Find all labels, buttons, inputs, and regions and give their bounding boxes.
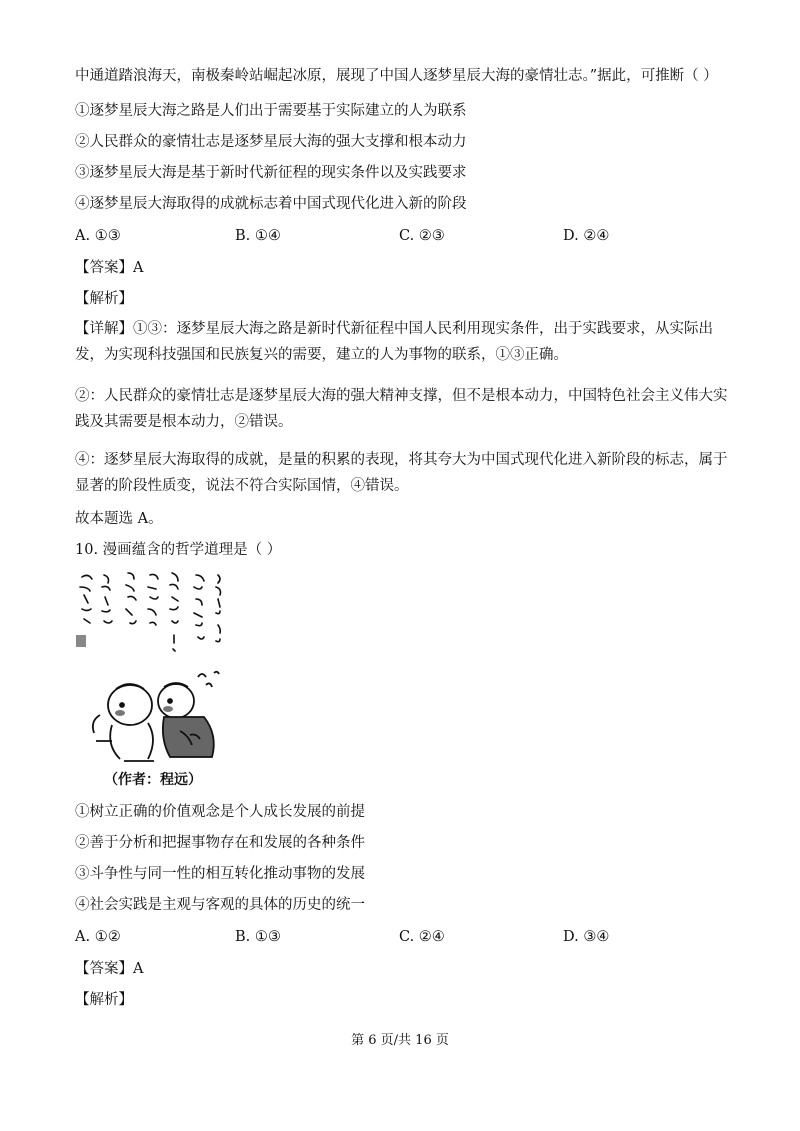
q9-answer: 【答案】A <box>75 260 144 276</box>
q10-item-1: ①树立正确的价值观念是个人成长发展的前提 <box>75 804 365 820</box>
q9-analysis-label: 【解析】 <box>75 291 133 307</box>
q10-analysis-label: 【解析】 <box>75 992 133 1008</box>
q9-detail-2: ②：人民群众的豪情壮志是逐梦星辰大海的强大精神支撑，但不是根本动力，中国特色社会主义伟大实践及其需要是根本动力，②错误。 <box>75 388 728 430</box>
q9-option-a: A. ①③ <box>75 228 121 244</box>
q9-option-b: B. ①④ <box>235 228 281 244</box>
q10-item-2: ②善于分析和把握事物存在和发展的各种条件 <box>75 835 365 851</box>
q10-option-b: B. ①③ <box>235 929 281 945</box>
cartoon-illustration <box>72 565 230 765</box>
cartoon-caption: （作者：程远） <box>104 772 202 788</box>
q10-item-4: ④社会实践是主观与客观的具体的历史的统一 <box>75 897 365 913</box>
page-footer: 第 6 页/共 16 页 <box>351 1033 449 1048</box>
q10-cartoon <box>72 565 230 765</box>
q10-answer: 【答案】A <box>75 961 144 977</box>
q9-stem-tail: 中通道踏浪海天，南极秦岭站崛起冰原，展现了中国人逐梦星辰大海的豪情壮志。”据此，可推断（ ） <box>75 68 718 84</box>
q10-option-c: C. ②④ <box>399 929 445 945</box>
q10-option-d: D. ③④ <box>563 929 610 945</box>
q9-conclusion: 故本题选 A。 <box>75 511 163 527</box>
q10-stem: 10. 漫画蕴含的哲学道理是（ ） <box>75 542 282 558</box>
q9-detail-3: ④：逐梦星辰大海取得的成就，是量的积累的表现，将其夸大为中国式现代化进入新阶段的标志，属于显著的阶段性质变，说法不符合实际国情，④错误。 <box>75 452 728 494</box>
q9-item-3: ③逐梦星辰大海是基于新时代新征程的现实条件以及实践要求 <box>75 165 467 181</box>
q10-option-a: A. ①② <box>75 929 121 945</box>
q9-item-2: ②人民群众的豪情壮志是逐梦星辰大海的强大支撑和根本动力 <box>75 134 467 150</box>
q9-detail-1: 【详解】①③：逐梦星辰大海之路是新时代新征程中国人民利用现实条件，出于实践要求，从实际出发，为实现科技强国和民族复兴的需要，建立的人为事物的联系，①③正确。 <box>75 321 713 363</box>
q9-item-4: ④逐梦星辰大海取得的成就标志着中国式现代化进入新的阶段 <box>75 196 467 212</box>
q9-option-d: D. ②④ <box>563 228 610 244</box>
q9-item-1: ①逐梦星辰大海之路是人们出于需要基于实际建立的人为联系 <box>75 103 467 119</box>
q9-option-c: C. ②③ <box>399 228 445 244</box>
q10-item-3: ③斗争性与同一性的相互转化推动事物的发展 <box>75 866 365 882</box>
